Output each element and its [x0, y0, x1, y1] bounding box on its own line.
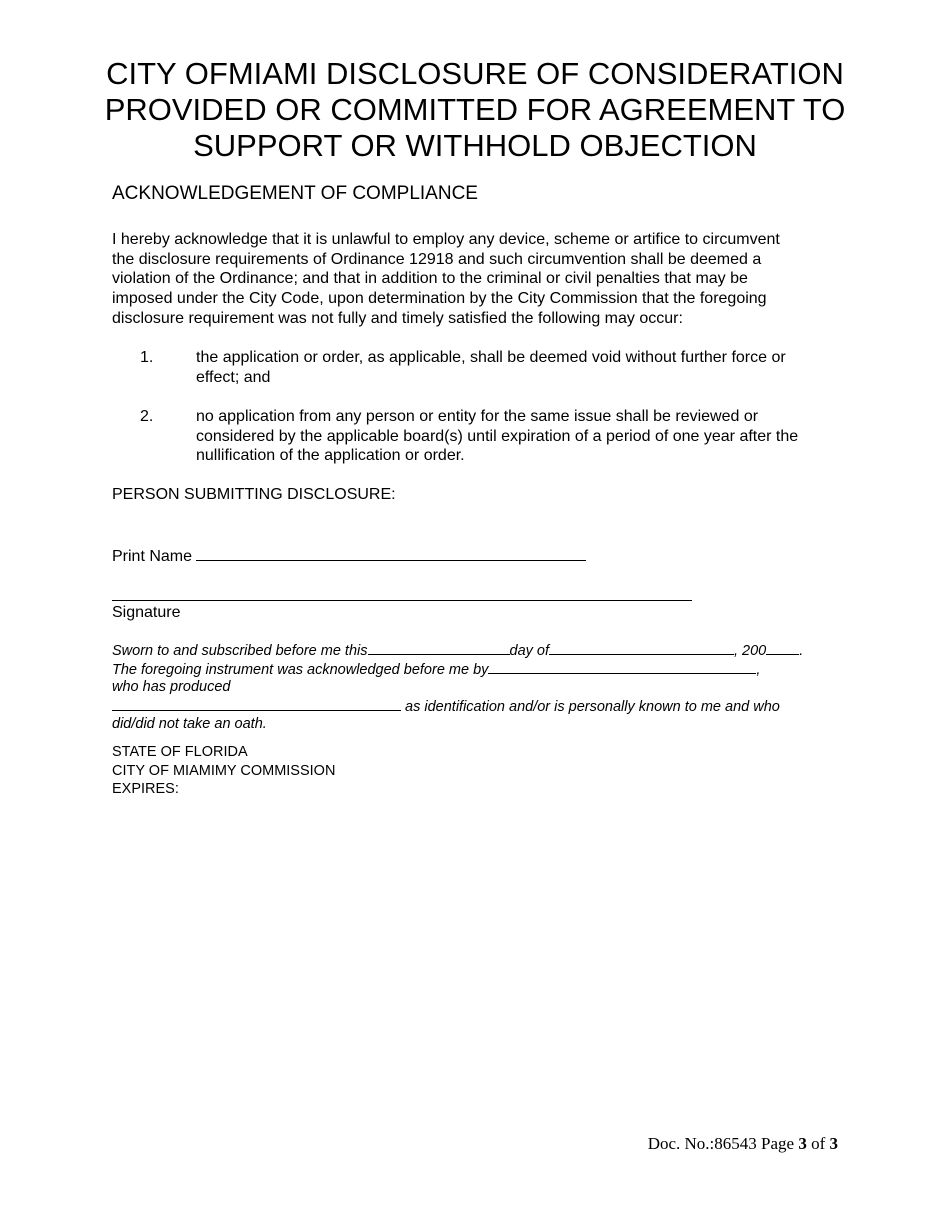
state-line: CITY OF MIAMIMY COMMISSION [112, 762, 336, 779]
state-line: STATE OF FLORIDA [112, 744, 248, 760]
acknowledged-by-field[interactable] [488, 660, 756, 674]
list-line: no application from any person or entity for the same issue shall be reviewed or [196, 408, 759, 425]
who-has-produced-line: who has produced [112, 679, 231, 695]
intro-line: disclosure requirement was not fully and timely satisfied the following may occur: [112, 309, 683, 327]
identification-field[interactable] [112, 697, 401, 711]
signature-label: Signature [112, 604, 181, 621]
title-line-2: PROVIDED OR COMMITTED FOR AGREEMENT TO [104, 92, 846, 127]
intro-paragraph [112, 230, 842, 329]
page-total: 3 [829, 1134, 838, 1153]
section-heading: ACKNOWLEDGEMENT OF COMPLIANCE [112, 183, 478, 204]
list-number: 2. [140, 408, 154, 425]
period-text: . [799, 643, 804, 659]
intro-line: I hereby acknowledge that it is unlawful to employ any device, scheme or artifice to circumvent [112, 231, 780, 248]
identification-text: as identification and/or is personally known to me and who [401, 699, 780, 715]
print-name-row [112, 544, 586, 566]
signature-field[interactable] [112, 600, 692, 601]
intro-line: violation of the Ordinance; and that in addition to the criminal or civil penalties that may be [112, 270, 748, 288]
document-title [95, 56, 855, 164]
oath-line: did/did not take an oath. [112, 716, 267, 732]
list-text [196, 348, 856, 387]
person-submitting-label: PERSON SUBMITTING DISCLOSURE: [112, 486, 396, 503]
list-text [196, 407, 856, 466]
list-line: nullification of the application or order. [196, 447, 465, 465]
title-line-3: SUPPORT OR WITHHOLD OBJECTION [193, 128, 757, 163]
identification-line [112, 697, 840, 717]
print-name-label: Print Name [112, 548, 193, 565]
intro-line: the disclosure requirements of Ordinance 12918 and such circumvention shall be deemed a [112, 250, 762, 268]
title-line-1: CITY OFMIAMI DISCLOSURE OF CONSIDERATION [106, 56, 844, 91]
list-line: the application or order, as applicable, shall be deemed void without further force or [196, 349, 786, 366]
year-field[interactable] [766, 641, 799, 655]
foregoing-text: The foregoing instrument was acknowledged before me by [112, 662, 489, 678]
list-number: 1. [140, 349, 154, 366]
print-name-field[interactable] [196, 544, 586, 561]
list-line: considered by the applicable board(s) until expiration of a period of one year after the [196, 427, 799, 445]
intro-line: imposed under the City Code, upon determination by the City Commission that the foregoing [112, 290, 767, 308]
day-of-text: day of [509, 643, 549, 659]
page-number: 3 [798, 1134, 807, 1153]
year-prefix-text: , 200 [734, 643, 767, 659]
page-of: of [806, 1134, 830, 1153]
day-field[interactable] [368, 641, 510, 655]
doc-number: Doc. No.:86543 Page [647, 1134, 799, 1153]
state-block [112, 743, 335, 799]
state-line: EXPIRES: [112, 781, 179, 797]
sworn-text: Sworn to and subscribed before me this [112, 643, 368, 659]
sworn-line [112, 641, 840, 661]
month-field[interactable] [549, 641, 734, 655]
page-footer [648, 1134, 838, 1154]
comma-text: , [756, 662, 761, 678]
list-line: effect; and [196, 368, 271, 386]
acknowledged-line [112, 660, 840, 680]
